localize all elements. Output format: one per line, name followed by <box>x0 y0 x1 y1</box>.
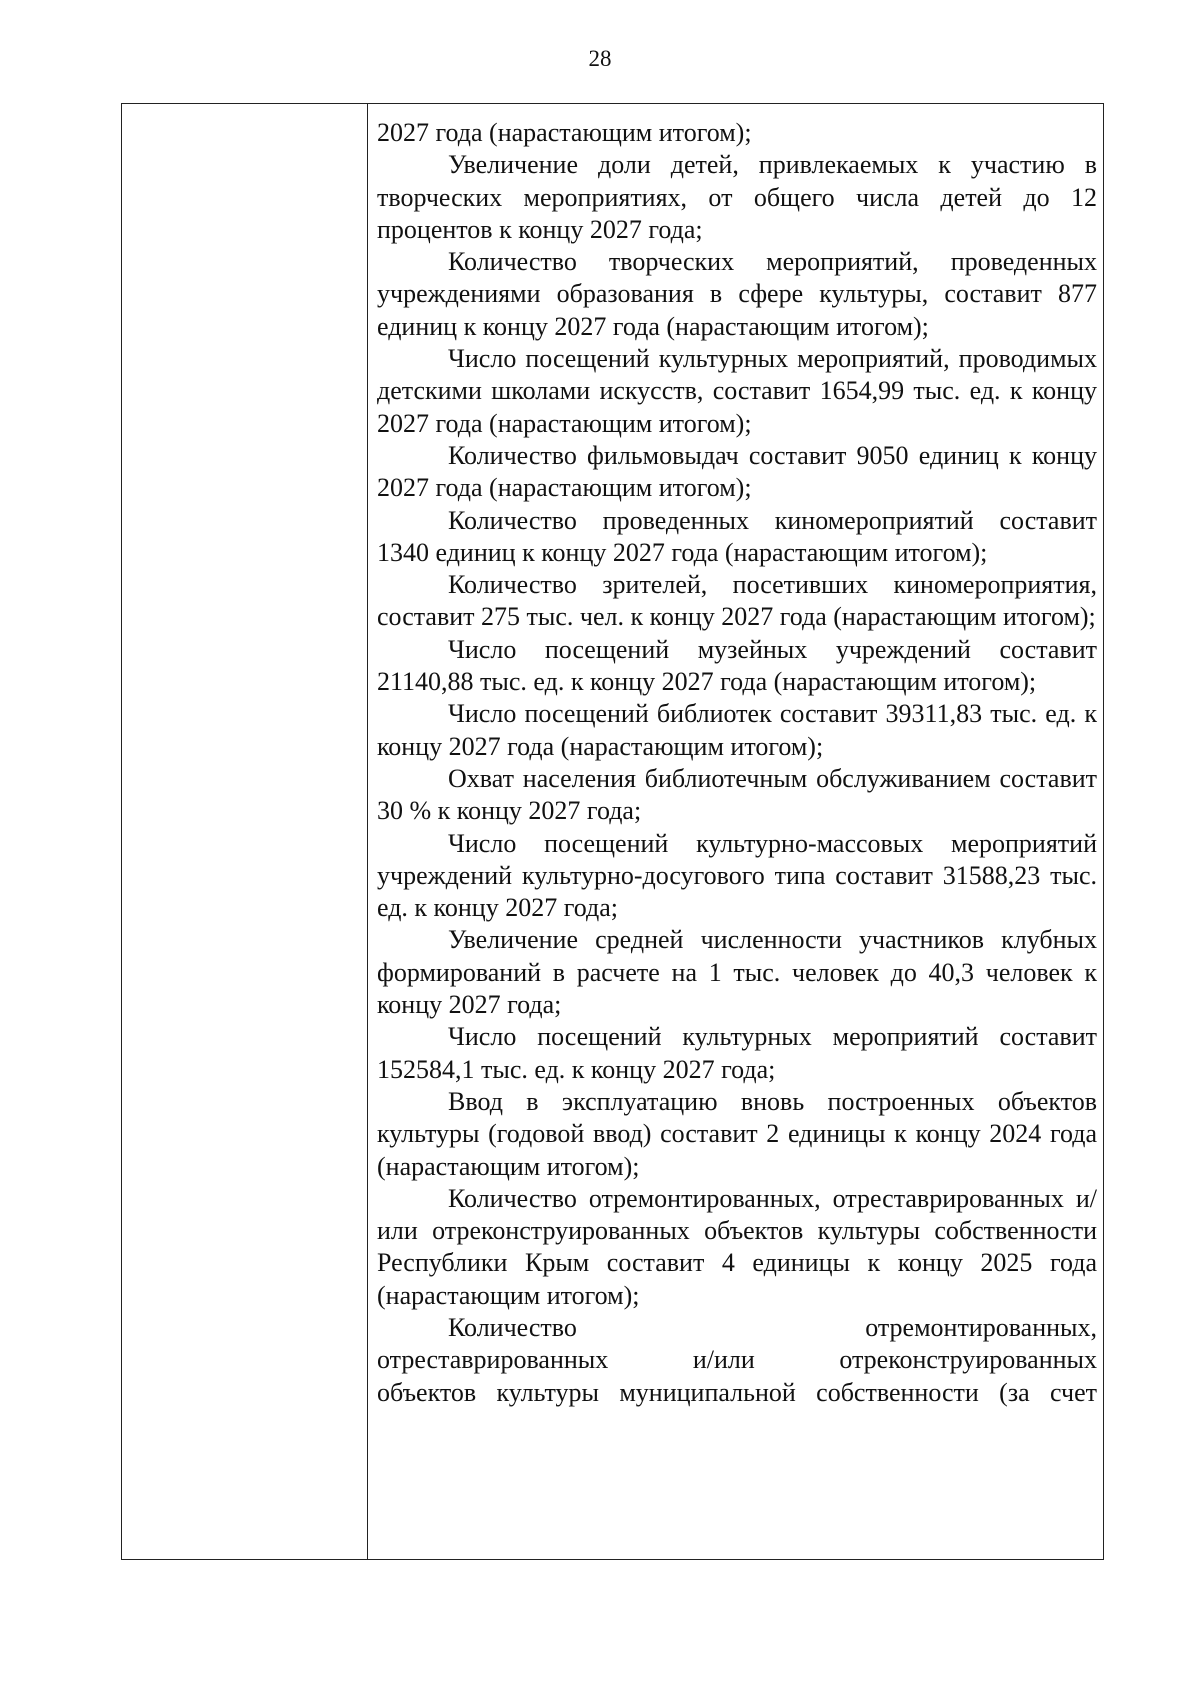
paragraph-club-participants: Увеличение средней численности участников клубных формирований в расчете на 1 тыс. человек до 40,3 человек к концу 2027 года; <box>377 925 1097 1020</box>
indicators-text <box>377 117 1097 1409</box>
paragraph-word: Количество <box>448 1312 577 1342</box>
paragraph-cultural-events-visits: Число посещений культурных мероприятий составит 152584,1 тыс. ед. к концу 2027 года; <box>377 1022 1097 1084</box>
paragraph-new-facilities: Ввод в эксплуатацию вновь построенных объектов культуры (годовой ввод) составит 2 единицы к концу 2024 года (нарастающим итогом); <box>377 1086 1097 1181</box>
paragraph-leisure-visits: Число посещений культурно-массовых мероприятий учреждений культурно-досугового типа составит 31588,23 тыс. ед. к концу 2027 года; <box>377 828 1097 923</box>
paragraph-municipal-facilities <box>377 1312 1097 1409</box>
paragraph-line: отреставрированных и/или отреконструированных <box>377 1345 1097 1375</box>
page-number: 28 <box>588 46 612 71</box>
paragraph-cinema-events: Количество проведенных киномероприятий составит 1340 единиц к концу 2027 года (нарастающим итогом); <box>377 505 1097 567</box>
paragraph-art-schools-visits: Число посещений культурных мероприятий, проводимых детскими школами искусств, составит 1654,99 тыс. ед. к концу 2027 года (нарастающим итогом); <box>377 344 1097 438</box>
paragraph-cinema-viewers: Количество зрителей, посетивших киномероприятия, составит 275 тыс. чел. к концу 2027 года (нарастающим итогом); <box>377 570 1097 632</box>
table-left-cell <box>122 104 368 1559</box>
paragraph-film-screenings: Количество фильмовыдач составит 9050 единиц к концу 2027 года (нарастающим итогом); <box>377 440 1097 503</box>
paragraph-creative-events: Количество творческих мероприятий, проведенных учреждениями образования в сфере культуры, составит 877 единиц к концу 2027 года (нарастающим итогом); <box>377 247 1097 341</box>
paragraph-museum-visits: Число посещений музейных учреждений составит 21140,88 тыс. ед. к концу 2027 года (нарастающим итогом); <box>377 634 1097 697</box>
paragraph-republic-facilities: Количество отремонтированных, отреставрированных и/или отреконструированных объектов культуры собственности Республики Крым составит 4 единицы к концу 2025 года (нарастающим итогом); <box>377 1183 1097 1310</box>
paragraph-continuation: 2027 года (нарастающим итогом); <box>377 118 752 147</box>
paragraph-word: отремонтированных, <box>865 1312 1097 1342</box>
document-table <box>121 103 1104 1560</box>
paragraph-library-coverage: Охват населения библиотечным обслуживанием составит 30 % к концу 2027 года; <box>377 763 1097 826</box>
paragraph-children-participation: Увеличение доли детей, привлекаемых к участию в творческих мероприятиях, от общего числа детей до 12 процентов к концу 2027 года; <box>377 150 1097 244</box>
paragraph-line: объектов культуры муниципальной собственности (за счет <box>377 1377 1097 1407</box>
paragraph-line <box>377 1312 1097 1344</box>
table-right-cell <box>369 104 1103 1559</box>
paragraph-library-visits: Число посещений библиотек составит 39311,83 тыс. ед. к концу 2027 года (нарастающим итогом); <box>377 699 1097 761</box>
